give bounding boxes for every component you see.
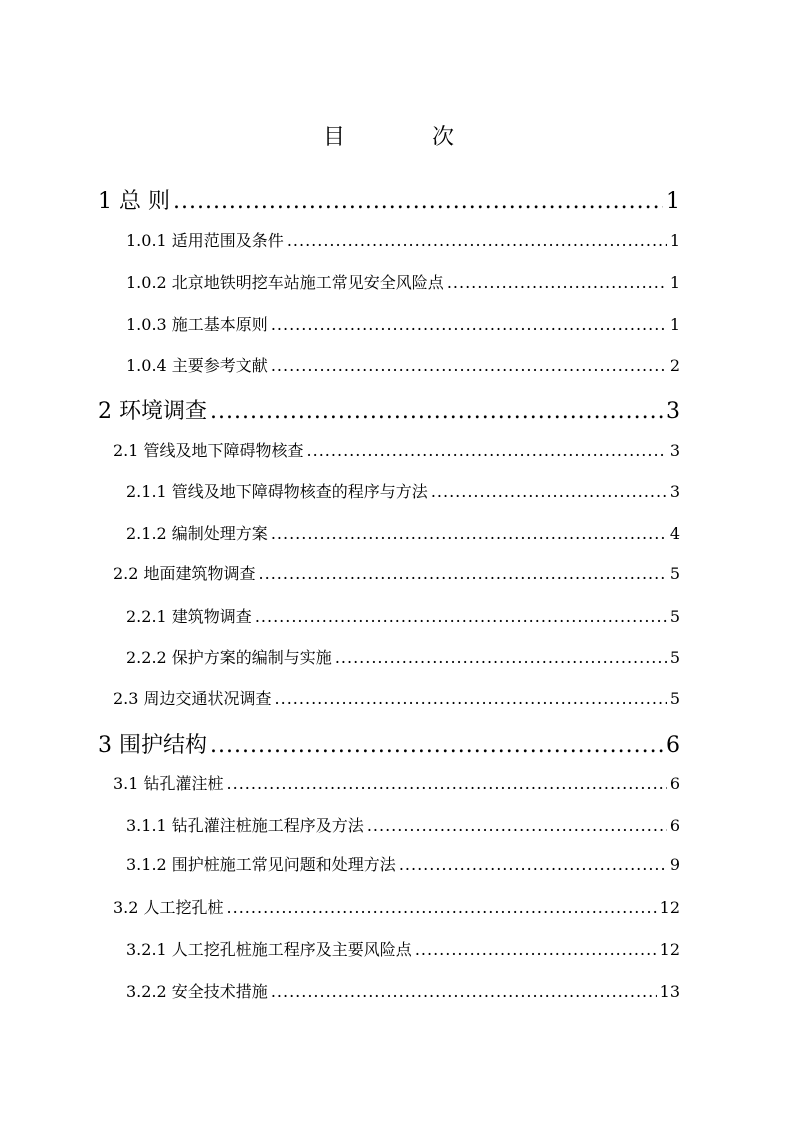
toc-entry[interactable] (126, 979, 680, 1002)
toc-entry[interactable] (126, 604, 680, 627)
toc-entry[interactable] (126, 937, 680, 960)
toc-leader-dots (259, 564, 667, 583)
toc-leader-dots (287, 231, 667, 250)
toc-entry-page: 12 (659, 898, 680, 917)
toc-leader-dots (431, 482, 667, 501)
toc-entry-label: 3.1 钻孔灌注桩 (113, 774, 224, 793)
toc-entry-label: 3.2.1 人工挖孔桩施工程序及主要风险点 (126, 940, 412, 959)
toc-entry[interactable] (98, 394, 680, 425)
toc-entry-page: 5 (669, 648, 680, 667)
toc-entry-page: 1 (666, 189, 680, 214)
toc-entry-label: 2.2 地面建筑物调查 (113, 564, 256, 583)
toc-leader-dots (210, 733, 663, 758)
toc-entry-label: 2.2.2 保护方案的编制与实施 (126, 648, 332, 667)
toc-entry[interactable] (98, 728, 680, 759)
toc-entry[interactable] (98, 184, 680, 215)
toc-entry[interactable] (126, 852, 680, 875)
toc-entry-label: 2.3 周边交通状况调查 (113, 689, 272, 708)
toc-entry-page: 9 (669, 855, 680, 874)
toc-entry-label: 2 环境调查 (98, 399, 207, 424)
toc-entry-page: 4 (669, 524, 680, 543)
toc-entry-page: 5 (669, 689, 680, 708)
toc-leader-dots (227, 898, 657, 917)
toc-entry-label: 2.1.2 编制处理方案 (126, 524, 268, 543)
toc-entry-label: 1.0.2 北京地铁明挖车站施工常见安全风险点 (126, 273, 444, 292)
toc-entry-label: 2.1 管线及地下障碍物核查 (113, 441, 304, 460)
toc-entry[interactable] (126, 228, 680, 251)
toc-entry-page: 5 (669, 564, 680, 583)
toc-leader-dots (271, 982, 657, 1001)
toc-entry[interactable] (126, 479, 680, 502)
toc-entry-page: 1 (669, 231, 680, 250)
toc-leader-dots (210, 399, 663, 424)
toc-leader-dots (415, 940, 657, 959)
toc-entry-page: 6 (669, 816, 680, 835)
toc-leader-dots (335, 648, 667, 667)
toc-entry[interactable] (126, 353, 680, 376)
toc-entry-page: 2 (669, 356, 680, 375)
toc-entry-page: 12 (659, 940, 680, 959)
toc-entry-label: 1.0.3 施工基本原则 (126, 315, 268, 334)
toc-entry[interactable] (126, 813, 680, 836)
toc-entry-label: 1.0.1 适用范围及条件 (126, 231, 284, 250)
toc-entry-page: 6 (666, 733, 680, 758)
title-char-2: 次 (432, 125, 455, 150)
toc-entry[interactable] (113, 438, 680, 461)
toc-entry[interactable] (113, 561, 680, 584)
toc-entry-label: 3 围护结构 (98, 733, 207, 758)
toc-leader-dots (367, 816, 667, 835)
toc-leader-dots (271, 356, 667, 375)
toc-entry-page: 13 (659, 982, 680, 1001)
toc-entry-label: 2.2.1 建筑物调查 (126, 607, 252, 626)
toc-entry-label: 3.1.2 围护桩施工常见问题和处理方法 (126, 855, 396, 874)
toc-entry-label: 1 总 则 (98, 189, 170, 214)
toc-leader-dots (271, 524, 667, 543)
toc-entry-page: 6 (669, 774, 680, 793)
toc-entry-label: 2.1.1 管线及地下障碍物核查的程序与方法 (126, 482, 428, 501)
toc-entry-label: 3.1.1 钻孔灌注桩施工程序及方法 (126, 816, 364, 835)
title-char-1: 目 (323, 125, 346, 150)
toc-leader-dots (399, 855, 667, 874)
toc-entry[interactable] (113, 686, 680, 709)
toc-entry[interactable] (126, 521, 680, 544)
toc-entry[interactable] (113, 771, 680, 794)
toc-entry[interactable] (113, 895, 680, 918)
toc-entry-label: 3.2.2 安全技术措施 (126, 982, 268, 1001)
toc-leader-dots (227, 774, 667, 793)
toc-entry-label: 3.2 人工挖孔桩 (113, 898, 224, 917)
toc-entry[interactable] (126, 270, 680, 293)
toc-entry-page: 3 (669, 482, 680, 501)
toc-leader-dots (447, 273, 667, 292)
toc-leader-dots (275, 689, 667, 708)
toc-entry-page: 1 (669, 273, 680, 292)
toc-leader-dots (173, 189, 663, 214)
toc-entry-page: 1 (669, 315, 680, 334)
toc-entry-label: 1.0.4 主要参考文献 (126, 356, 268, 375)
toc-leader-dots (307, 441, 667, 460)
toc-entry[interactable] (126, 312, 680, 335)
toc-entry[interactable] (126, 645, 680, 668)
toc-entry-page: 3 (669, 441, 680, 460)
toc-leader-dots (271, 315, 667, 334)
toc-leader-dots (255, 607, 667, 626)
toc-entry-page: 5 (669, 607, 680, 626)
toc-entry-page: 3 (666, 399, 680, 424)
